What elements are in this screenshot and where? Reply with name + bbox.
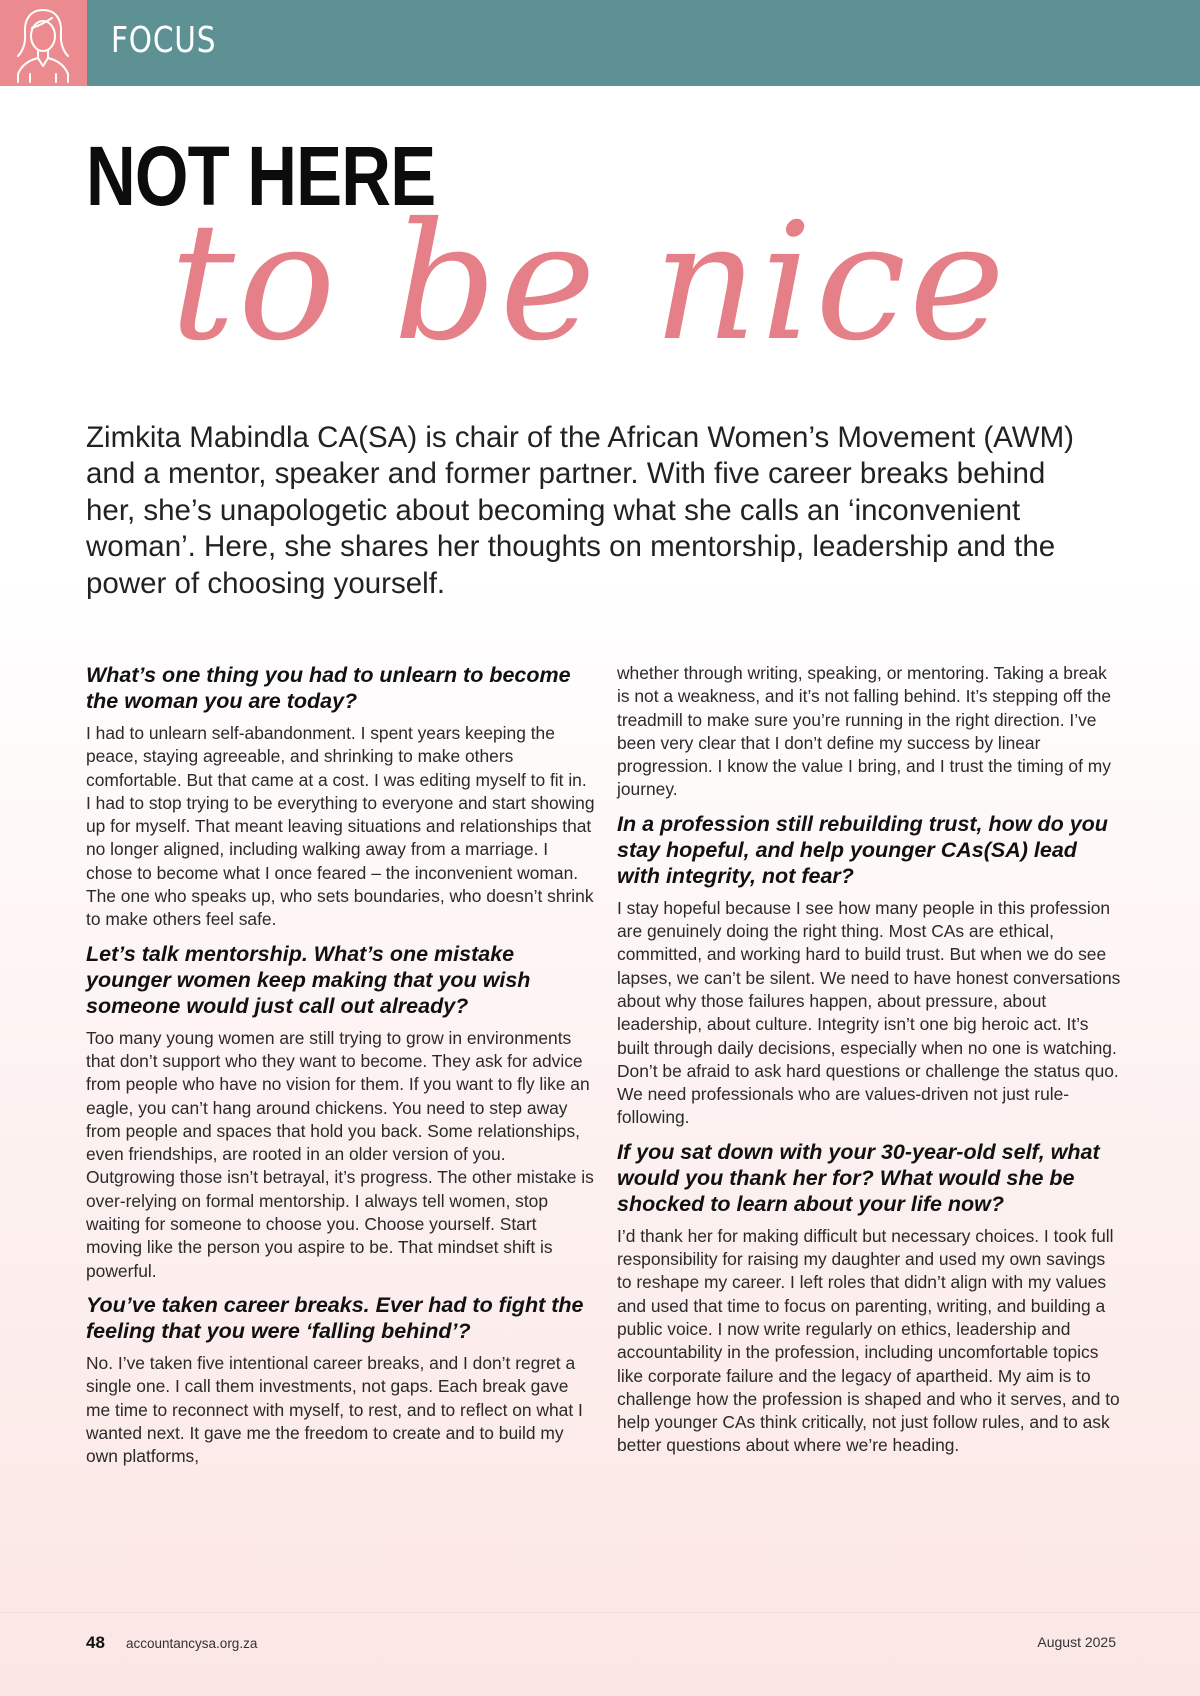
woman-portrait-icon [0, 0, 87, 86]
answer-2: Too many young women are still trying to grow in environments that don’t support who they want to become. They ask for advice from people who have no vision for them. If you want to fly like an eagle, you can’t hang around chickens. You need to step away from people and spaces that hold you back. Some relationships, even friendships, are rooted in an older version of you. Outgrowing those isn’t betrayal, it’s progress. The other mistake is over-relying on formal mentorship. I always tell women, stop waiting for someone to choose you. Choose yourself. Start moving like the person you aspire to be. That mindset shift is powerful. [86, 1027, 594, 1281]
footer-website: accountancysa.org.za [126, 1636, 258, 1651]
answer-4: I stay hopeful because I see how many people in this profession are genuinely doing the right thing. Most CAs are ethical, committed, and working hard to build trust. But when we do see lapses, we can’t be silent. We need to have honest conversations about why those failures happen, about pressure, about leadership, about culture. Integrity isn’t one big heroic act. It’s built through daily decisions, especially when no one is watching. Don’t be afraid to ask hard questions or challenge the status quo. We need professionals who are values-driven not just rule-following. [617, 897, 1121, 1128]
question-4: In a profession still rebuilding trust, how do you stay hopeful, and help younger CAs(SA) lead with integrity, not fear? [617, 811, 1108, 888]
answer-5: I’d thank her for making difficult but necessary choices. I took full responsibility for raising my daughter and used my own savings to reshape my career. I left roles that didn’t align with my values and used that time to focus on parenting, writing, and building a public voice. I now write regularly on ethics, leadership and accountability in the profession, including uncomfortable topics like corporate failure and the legacy of apartheid. My aim is to challenge how the profession is shaped and who it serves, and to help younger CAs think critically, not just follow rules, and to ask better questions about where we’re heading. [617, 1225, 1120, 1456]
headline-line-1: NOT HERE [86, 129, 436, 223]
headline-script-line: to be nice [170, 189, 1008, 377]
article-column-left [86, 662, 596, 1477]
footer-divider [0, 1612, 1200, 1613]
intro-standfirst: Zimkita Mabindla CA(SA) is chair of the African Women’s Movement (AWM) and a mentor, speaker and former partner. With five career breaks behind her, she’s unapologetic about becoming what she calls an ‘inconvenient woman’. Here, she shares her thoughts on mentorship, leadership and the power of choosing yourself. [86, 421, 1074, 600]
section-label: FOCUS [111, 20, 217, 61]
answer-3-continued: whether through writing, speaking, or mentoring. Taking a break is not a weakness, and it’s not falling behind. It’s stepping off the treadmill to make sure you’re running in the right direction. I’ve been very clear that I don’t define my success by linear progression. I know the value I bring, and I trust the timing of my journey. [617, 663, 1112, 800]
answer-1: I had to unlearn self-abandonment. I spent years keeping the peace, staying agreeable, and shrinking to make others comfortable. But that came at a cost. I was editing myself to fit in. I had to stop trying to be everything to everyone and start showing up for myself. That meant leaving situations and relationships that no longer aligned, including walking away from a marriage. I chose to become what I once feared – the inconvenient woman. The one who speaks up, who sets boundaries, who doesn’t shrink to make others feel safe. [86, 723, 595, 930]
question-5: If you sat down with your 30-year-old self, what would you thank her for? What would she be shocked to learn about your life now? [617, 1139, 1100, 1216]
section-header-band [0, 0, 1200, 86]
section-icon-box [0, 0, 87, 86]
page-number: 48 [86, 1633, 105, 1652]
question-3: You’ve taken career breaks. Ever had to fight the feeling that you were ‘falling behind’? [86, 1292, 584, 1343]
article-column-right [617, 662, 1122, 1467]
question-1: What’s one thing you had to unlearn to become the woman you are today? [86, 663, 571, 713]
question-2: Let’s talk mentorship. What’s one mistake younger women keep making that you wish someone would just call out already? [86, 941, 531, 1018]
answer-3: No. I’ve taken five intentional career breaks, and I don’t regret a single one. I call them investments, not gaps. Each break gave me time to reconnect with myself, to rest, and to reflect on what I wanted next. It gave me the freedom to create and to build my own platforms, [86, 1352, 583, 1467]
footer-issue-date: August 2025 [1037, 1634, 1116, 1650]
